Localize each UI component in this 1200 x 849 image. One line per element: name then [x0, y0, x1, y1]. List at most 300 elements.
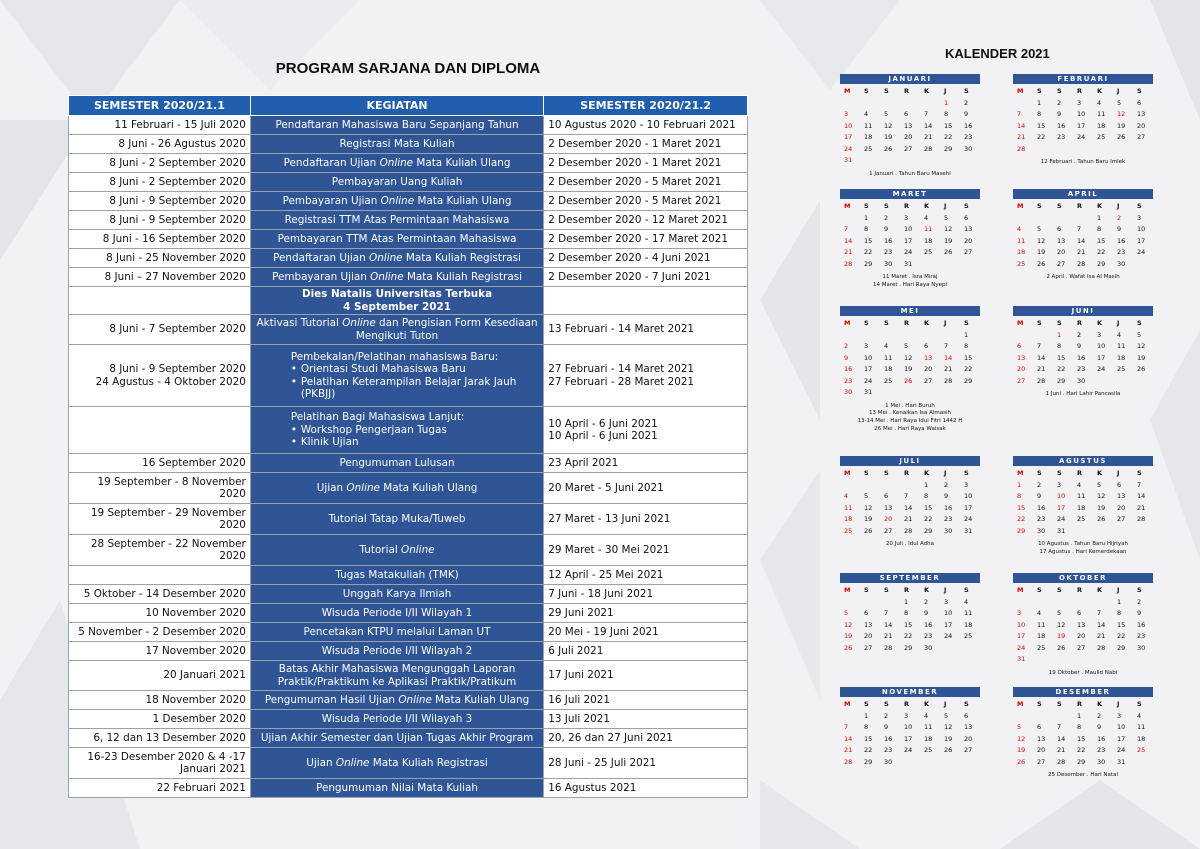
activity: Pendaftaran Ujian Online Mata Kuliah Registrasi	[250, 249, 543, 268]
day-cell: 6	[964, 213, 969, 222]
day-cell: 26	[904, 376, 913, 385]
day-cell: 20	[924, 365, 933, 373]
day-cell: 24	[1057, 515, 1066, 523]
day-cell: 22	[1097, 248, 1106, 256]
weekday-label: S	[884, 469, 889, 477]
day-cell: 14	[904, 503, 913, 512]
table-row	[69, 748, 748, 779]
header-semester-2: SEMESTER 2020/21.2	[544, 96, 748, 116]
day-cell: 27	[964, 248, 973, 256]
day-cell: 2	[884, 711, 889, 720]
day-cell: 13	[964, 225, 973, 233]
day-cell: 1	[1097, 213, 1102, 222]
holiday-notes: 1 Mei . Hari Buruh 13 Mei . Kenaikan Isa Almasih 13-14 Mei . Hari Raya Idul Fitri 1442 H 26 Mei . Hari Raya Waisak	[857, 402, 963, 433]
activity: Pengumuman Hasil Ujian Online Mata Kuliah Ulang	[250, 691, 543, 710]
day-cell: 12	[864, 503, 873, 512]
day-cell: 28	[1077, 259, 1086, 268]
day-cell: 18	[844, 515, 853, 523]
weekday-label: S	[964, 700, 969, 708]
day-cell: 27	[864, 643, 873, 652]
activity: Registrasi TTM Atas Permintaan Mahasiswa	[250, 211, 543, 230]
month-name: OKTOBER	[1013, 573, 1153, 583]
semester1-date: 8 Juni - 9 September 2020	[69, 211, 251, 230]
weekday-label: S	[1037, 700, 1042, 708]
list-item: • Pelatihan Keterampilan Belajar Jarak Jauh (PKBJJ)	[291, 376, 539, 401]
semester1-date: 16 September 2020	[69, 454, 251, 473]
day-cell: 20	[964, 236, 973, 245]
semester1-date: 8 Juni - 25 November 2020	[69, 249, 251, 268]
weekday-label: J	[1117, 202, 1120, 210]
day-cell: 4	[864, 110, 869, 118]
semester2-date: 20, 26 dan 27 Juni 2021	[544, 729, 748, 748]
semester1-date: 8 Juni - 9 September 2020	[69, 192, 251, 211]
day-cell: 20	[1077, 632, 1086, 640]
day-cell: 20	[884, 515, 893, 523]
activity: Unggah Karya Ilmiah	[250, 585, 543, 604]
day-cell: 14	[924, 121, 933, 130]
semester1-date: 5 November - 2 Desember 2020	[69, 623, 251, 642]
day-cell: 20	[964, 734, 973, 743]
day-cell: 15	[1057, 353, 1066, 362]
day-cell: 1	[864, 711, 869, 720]
day-cell: 29	[904, 643, 913, 652]
semester2-date: 2 Desember 2020 - 4 Juni 2021	[544, 249, 748, 268]
day-cell: 8	[1097, 225, 1102, 233]
month-januari	[840, 74, 980, 178]
day-cell: 7	[844, 723, 849, 731]
day-cell: 3	[844, 110, 849, 118]
day-cell: 24	[904, 248, 913, 256]
day-cell: 5	[1037, 225, 1042, 233]
day-cell: 3	[944, 597, 949, 606]
day-cell: 26	[1037, 259, 1046, 268]
day-cell: 6	[1037, 723, 1042, 731]
weekday-label: S	[1057, 586, 1062, 594]
table-row	[69, 173, 748, 192]
day-cell: 13	[1077, 620, 1086, 629]
table-row	[69, 535, 748, 566]
month-april	[1013, 189, 1153, 282]
weekday-label: K	[1097, 700, 1103, 708]
semester2-date: 13 Juli 2021	[544, 710, 748, 729]
day-cell: 6	[1137, 98, 1142, 107]
weekday-label: K	[924, 319, 930, 327]
holiday-notes: 20 Juli . Idul Adha	[885, 541, 935, 547]
day-cell: 27	[1057, 259, 1066, 268]
weekday-label: M	[844, 319, 851, 327]
day-cell: 28	[904, 526, 913, 535]
day-cell: 18	[1097, 121, 1106, 130]
semester2-date: 29 Juni 2021	[544, 604, 748, 623]
day-cell: 25	[864, 144, 873, 153]
day-cell: 17	[864, 365, 873, 373]
weekday-label: S	[864, 700, 869, 708]
day-cell: 3	[1097, 330, 1102, 339]
day-cell: 28	[1137, 515, 1146, 523]
day-cell: 18	[1077, 503, 1086, 512]
day-cell: 23	[1137, 632, 1146, 640]
day-cell: 30	[964, 144, 973, 153]
day-cell: 12	[1137, 342, 1146, 350]
day-cell: 14	[944, 353, 953, 362]
day-cell: 21	[1137, 503, 1146, 512]
table-row	[69, 566, 748, 585]
weekday-label: M	[1017, 319, 1024, 327]
day-cell: 24	[944, 632, 953, 640]
weekday-label: R	[1077, 87, 1083, 95]
day-cell: 20	[1057, 248, 1066, 256]
day-cell: 9	[1037, 492, 1042, 500]
month-september	[840, 573, 980, 654]
day-cell: 3	[1137, 213, 1142, 222]
day-cell: 8	[964, 342, 969, 350]
weekday-label: R	[904, 700, 910, 708]
day-cell: 12	[944, 723, 953, 731]
weekday-label: R	[1077, 202, 1083, 210]
weekday-label: R	[904, 202, 910, 210]
day-cell: 26	[1137, 365, 1146, 373]
day-cell: 4	[1077, 480, 1082, 489]
day-cell: 22	[964, 365, 973, 373]
day-cell: 2	[1057, 98, 1062, 107]
dies-natalis-line2: 4 September 2021	[343, 300, 451, 313]
day-cell: 31	[904, 259, 913, 268]
day-cell: 10	[1137, 225, 1146, 233]
day-cell: 24	[1017, 643, 1026, 652]
day-cell: 30	[1077, 376, 1086, 385]
dies-natalis-line1: Dies Natalis Universitas Terbuka	[301, 288, 493, 301]
weekday-label: S	[884, 586, 889, 594]
day-cell: 8	[1077, 723, 1082, 731]
weekday-label: K	[924, 700, 930, 708]
day-cell: 29	[1097, 259, 1106, 268]
day-cell: 28	[1037, 376, 1046, 385]
day-cell: 19	[1057, 632, 1066, 640]
day-cell: 9	[924, 609, 929, 617]
day-cell: 31	[1117, 757, 1126, 766]
day-cell: 15	[1117, 620, 1126, 629]
activity: Pencetakan KTPU melalui Laman UT	[250, 623, 543, 642]
weekday-label: S	[964, 469, 969, 477]
weekday-label: M	[1017, 469, 1024, 477]
holiday-notes: 25 Desember . Hari Natal	[1048, 772, 1118, 778]
day-cell: 31	[1057, 526, 1066, 535]
day-cell: 14	[844, 236, 853, 245]
day-cell: 12	[1037, 236, 1046, 245]
activity: Tutorial Online	[250, 535, 543, 566]
day-cell: 3	[904, 711, 909, 720]
day-cell: 13	[1057, 236, 1066, 245]
day-cell: 10	[1057, 492, 1066, 500]
day-cell: 3	[964, 480, 969, 489]
day-cell: 2	[1077, 330, 1082, 339]
activity: Wisuda Periode I/II Wilayah 1	[250, 604, 543, 623]
day-cell: 28	[884, 643, 893, 652]
day-cell: 30	[884, 757, 893, 766]
day-cell: 7	[1037, 342, 1042, 350]
day-cell: 25	[924, 248, 933, 256]
day-cell: 30	[944, 526, 953, 535]
day-cell: 6	[1017, 342, 1022, 350]
semester1-date: 8 Juni - 2 September 2020	[69, 154, 251, 173]
day-cell: 16	[1077, 353, 1086, 362]
day-cell: 23	[1057, 133, 1066, 141]
day-cell: 19	[884, 133, 893, 141]
day-cell: 7	[884, 609, 889, 617]
day-cell: 16	[884, 734, 893, 743]
semester2-date: 2 Desember 2020 - 12 Maret 2021	[544, 211, 748, 230]
table-row	[69, 504, 748, 535]
day-cell: 24	[1137, 248, 1146, 256]
day-cell: 30	[844, 388, 853, 396]
semester1-date: 18 November 2020	[69, 691, 251, 710]
day-cell: 9	[1137, 609, 1142, 617]
day-cell: 17	[1077, 121, 1086, 130]
weekday-label: S	[1137, 700, 1142, 708]
activity: Pembayaran Ujian Online Mata Kuliah Ulang	[250, 192, 543, 211]
day-cell: 22	[1057, 365, 1066, 373]
day-cell: 23	[884, 248, 893, 256]
day-cell: 22	[1117, 632, 1126, 640]
weekday-label: M	[1017, 700, 1024, 708]
day-cell: 16	[964, 121, 973, 130]
semester1-date	[69, 287, 251, 315]
day-cell: 2	[1117, 213, 1122, 222]
table-row	[69, 729, 748, 748]
weekday-label: S	[1037, 469, 1042, 477]
day-cell: 15	[904, 620, 913, 629]
activity: Pendaftaran Mahasiswa Baru Sepanjang Tahun	[250, 116, 543, 135]
activity: Pengumuman Lulusan	[250, 454, 543, 473]
day-cell: 8	[904, 609, 909, 617]
day-cell: 2	[1137, 597, 1142, 606]
day-cell: 15	[864, 734, 873, 743]
day-cell: 2	[924, 597, 929, 606]
day-cell: 14	[1137, 492, 1146, 500]
semester2-date: 10 Agustus 2020 - 10 Februari 2021	[544, 116, 748, 135]
day-cell: 24	[1077, 133, 1086, 141]
day-cell: 17	[844, 133, 853, 141]
semester2-date: 20 Maret - 5 Juni 2021	[544, 473, 748, 504]
weekday-label: K	[1097, 586, 1103, 594]
day-cell: 13	[1117, 492, 1126, 500]
weekday-label: M	[1017, 87, 1024, 95]
day-cell: 7	[924, 110, 929, 118]
day-cell: 2	[884, 213, 889, 222]
day-cell: 1	[1057, 330, 1062, 339]
day-cell: 12	[844, 620, 853, 629]
weekday-label: S	[1037, 586, 1042, 594]
day-cell: 18	[864, 133, 873, 141]
day-cell: 4	[924, 711, 929, 720]
day-cell: 26	[1057, 643, 1066, 652]
day-cell: 10	[864, 353, 873, 362]
day-cell: 23	[1037, 515, 1046, 523]
day-cell: 2	[944, 480, 949, 489]
month-name: SEPTEMBER	[840, 573, 980, 583]
page-title: PROGRAM SARJANA DAN DIPLOMA	[275, 60, 541, 77]
day-cell: 20	[864, 632, 873, 640]
header-kegiatan: KEGIATAN	[250, 96, 543, 116]
day-cell: 1	[924, 480, 929, 489]
day-cell: 6	[924, 342, 929, 350]
day-cell: 21	[1017, 133, 1026, 141]
semester2-date: 27 Maret - 13 Juni 2021	[544, 504, 748, 535]
day-cell: 24	[964, 515, 973, 523]
table-row	[69, 135, 748, 154]
day-cell: 11	[1117, 342, 1126, 350]
day-cell: 27	[1017, 376, 1026, 385]
day-cell: 8	[1057, 342, 1062, 350]
day-cell: 2	[844, 342, 849, 350]
day-cell: 15	[1037, 121, 1046, 130]
day-cell: 20	[1117, 503, 1126, 512]
day-cell: 9	[1077, 342, 1082, 350]
day-cell: 16	[1057, 121, 1066, 130]
month-name: MARET	[840, 189, 980, 199]
day-cell: 12	[1097, 492, 1106, 500]
table-row	[69, 710, 748, 729]
day-cell: 24	[1097, 365, 1106, 373]
day-cell: 29	[1117, 643, 1126, 652]
weekday-label: S	[884, 202, 889, 210]
month-days	[840, 318, 980, 399]
weekday-label: M	[1017, 202, 1024, 210]
weekday-label: S	[864, 469, 869, 477]
month-days	[840, 201, 980, 270]
day-cell: 23	[1077, 365, 1086, 373]
day-cell: 10	[844, 121, 853, 130]
activity: Tutorial Tatap Muka/Tuweb	[250, 504, 543, 535]
day-cell: 23	[844, 376, 853, 385]
day-cell: 19	[864, 515, 873, 523]
weekday-label: J	[1117, 469, 1120, 477]
day-cell: 12	[1057, 620, 1066, 629]
day-cell: 20	[1037, 746, 1046, 754]
month-days	[1013, 201, 1153, 270]
day-cell: 5	[1137, 330, 1142, 339]
day-cell: 22	[1077, 746, 1086, 754]
day-cell: 1	[1017, 480, 1022, 489]
day-cell: 7	[1057, 723, 1062, 731]
weekday-label: S	[1137, 469, 1142, 477]
table-row	[69, 192, 748, 211]
day-cell: 11	[924, 225, 933, 233]
day-cell: 1	[964, 330, 969, 339]
day-cell: 20	[1137, 121, 1146, 130]
day-cell: 16	[844, 365, 853, 373]
day-cell: 28	[1097, 643, 1106, 652]
day-cell: 8	[944, 110, 949, 118]
day-cell: 20	[904, 133, 913, 141]
day-cell: 12	[1117, 110, 1126, 118]
day-cell: 31	[864, 388, 873, 396]
day-cell: 27	[1077, 643, 1086, 652]
month-name: MEI	[840, 306, 980, 316]
day-cell: 31	[1017, 655, 1026, 663]
day-cell: 23	[964, 133, 973, 141]
day-cell: 22	[944, 133, 953, 141]
activity-pembekalan: Pembekalan/Pelatihan mahasiswa Baru: • Orientasi Studi Mahasiswa Baru • Pelatihan Keterampilan Belajar Jarak Jauh (PKBJJ)	[250, 345, 543, 407]
table-row	[69, 268, 748, 287]
day-cell: 21	[924, 133, 933, 141]
month-mei	[840, 306, 980, 434]
holiday-notes: 2 April . Wafat Isa Al Masih	[1046, 274, 1120, 280]
day-cell: 17	[964, 503, 973, 512]
weekday-label: S	[864, 319, 869, 327]
month-februari	[1013, 74, 1153, 167]
day-cell: 10	[1017, 620, 1026, 629]
day-cell: 14	[1037, 353, 1046, 362]
month-days	[840, 699, 980, 768]
day-cell: 21	[844, 746, 853, 754]
day-cell: 4	[924, 213, 929, 222]
day-cell: 5	[1117, 98, 1122, 107]
day-cell: 19	[904, 365, 913, 373]
day-cell: 15	[1097, 236, 1106, 245]
weekday-label: J	[944, 202, 947, 210]
day-cell: 15	[1017, 503, 1026, 512]
day-cell: 19	[1037, 248, 1046, 256]
month-name: DESEMBER	[1013, 687, 1153, 697]
weekday-label: M	[1017, 586, 1024, 594]
day-cell: 3	[1077, 98, 1082, 107]
day-cell: 28	[944, 376, 953, 385]
day-cell: 2	[1037, 480, 1042, 489]
day-cell: 7	[944, 342, 949, 350]
day-cell: 17	[904, 734, 913, 743]
month-oktober	[1013, 573, 1153, 677]
day-cell: 16	[1037, 503, 1046, 512]
day-cell: 25	[1077, 515, 1086, 523]
day-cell: 13	[1137, 110, 1146, 118]
semester2-date: 23 April 2021	[544, 454, 748, 473]
month-days	[840, 86, 980, 167]
month-name: JUNI	[1013, 306, 1153, 316]
weekday-label: S	[1137, 202, 1142, 210]
day-cell: 29	[1017, 526, 1026, 535]
day-cell: 25	[1097, 133, 1106, 141]
day-cell: 6	[904, 110, 909, 118]
day-cell: 6	[964, 711, 969, 720]
day-cell: 12	[904, 353, 913, 362]
list-item: • Orientasi Studi Mahasiswa Baru	[291, 363, 539, 375]
day-cell: 11	[924, 723, 933, 731]
day-cell: 9	[964, 110, 969, 118]
table-row	[69, 154, 748, 173]
day-cell: 16	[924, 620, 933, 629]
day-cell: 3	[1017, 609, 1022, 617]
weekday-label: J	[944, 469, 947, 477]
day-cell: 26	[944, 248, 953, 256]
day-cell: 22	[1017, 515, 1026, 523]
day-cell: 20	[1017, 365, 1026, 373]
day-cell: 11	[1097, 110, 1106, 118]
day-cell: 8	[1037, 110, 1042, 118]
month-maret	[840, 189, 980, 290]
semester1-date: 19 September - 29 November 2020	[69, 504, 251, 535]
weekday-label: S	[964, 319, 969, 327]
day-cell: 16	[944, 503, 953, 512]
day-cell: 7	[1017, 110, 1022, 118]
day-cell: 25	[1017, 259, 1026, 268]
activity: Aktivasi Tutorial Online dan Pengisian Form Kesediaan Mengikuti Tuton	[250, 315, 543, 345]
day-cell: 6	[1077, 609, 1082, 617]
weekday-label: S	[864, 87, 869, 95]
semester1-date	[69, 407, 251, 454]
day-cell: 15	[864, 236, 873, 245]
semester1-date: 8 Juni – 27 November 2020	[69, 268, 251, 287]
